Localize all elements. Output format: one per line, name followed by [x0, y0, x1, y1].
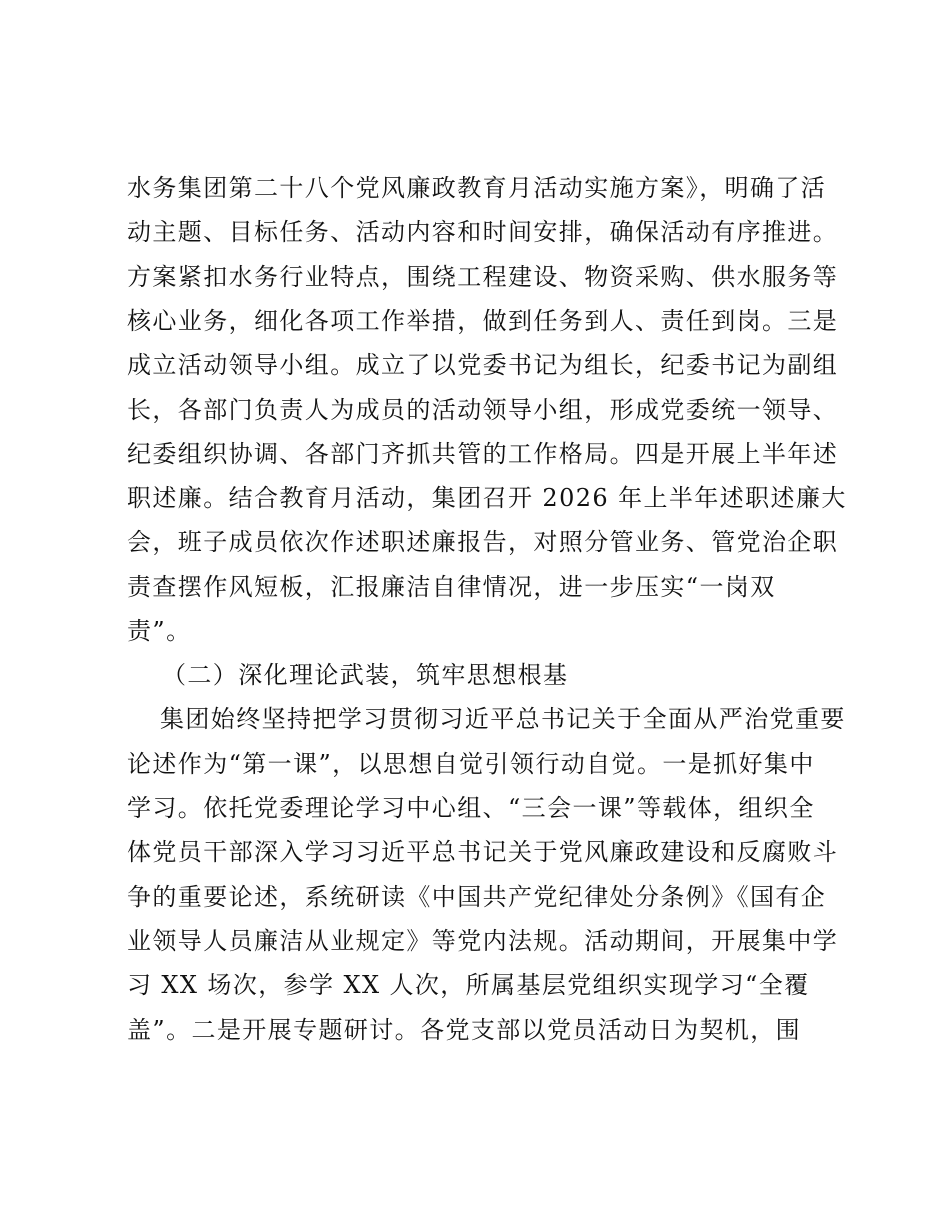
body-line: 会，班子成员依次作述职述廉报告，对照分管业务、管党治企职 [127, 528, 839, 556]
body-line: 核心业务，细化各项工作举措，做到任务到人、责任到岗。三是 [127, 307, 839, 335]
body-line: 职述廉。结合教育月活动，集团召开 2026 年上半年述职述廉大 [127, 484, 847, 512]
paragraph-first-line: 集团始终坚持把学习贯彻习近平总书记关于全面从严治党重要 [160, 705, 846, 733]
body-line: 习 XX 场次，参学 XX 人次，所属基层党组织实现学习“全覆 [127, 971, 810, 999]
body-line: 责”。 [127, 617, 192, 645]
body-line: 动主题、目标任务、活动内容和时间安排，确保活动有序推进。 [127, 218, 839, 246]
body-line: 成立活动领导小组。成立了以党委书记为组长，纪委书记为副组 [127, 351, 839, 379]
body-line: 争的重要论述，系统研读《中国共产党纪律处分条例》《国有企 [127, 883, 827, 911]
body-line: 纪委组织协调、各部门齐抓共管的工作格局。四是开展上半年述 [127, 440, 839, 468]
body-line: 论述作为“第一课”，以思想自觉引领行动自觉。一是抓好集中 [127, 750, 815, 778]
body-line: 责查摆作风短板，汇报廉洁自律情况，进一步压实“一岗双 [127, 573, 776, 601]
body-line: 学习。依托党委理论学习中心组、“三会一课”等载体，组织全 [127, 794, 815, 822]
body-line: 业领导人员廉洁从业规定》等党内法规。活动期间，开展集中学 [127, 927, 839, 955]
body-line: 体党员干部深入学习习近平总书记关于党风廉政建设和反腐败斗 [127, 838, 839, 866]
body-line: 长，各部门负责人为成员的活动领导小组，形成党委统一领导、 [127, 396, 839, 424]
body-line: 方案紧扣水务行业特点，围绕工程建设、物资采购、供水服务等 [127, 263, 839, 291]
section-heading: （二）深化理论武装，筑牢思想根基 [162, 661, 569, 689]
body-line: 盖”。二是开展专题研讨。各党支部以党员活动日为契机，围 [127, 1016, 802, 1044]
body-line: 水务集团第二十八个党风廉政教育月活动实施方案》，明确了活 [127, 174, 827, 202]
